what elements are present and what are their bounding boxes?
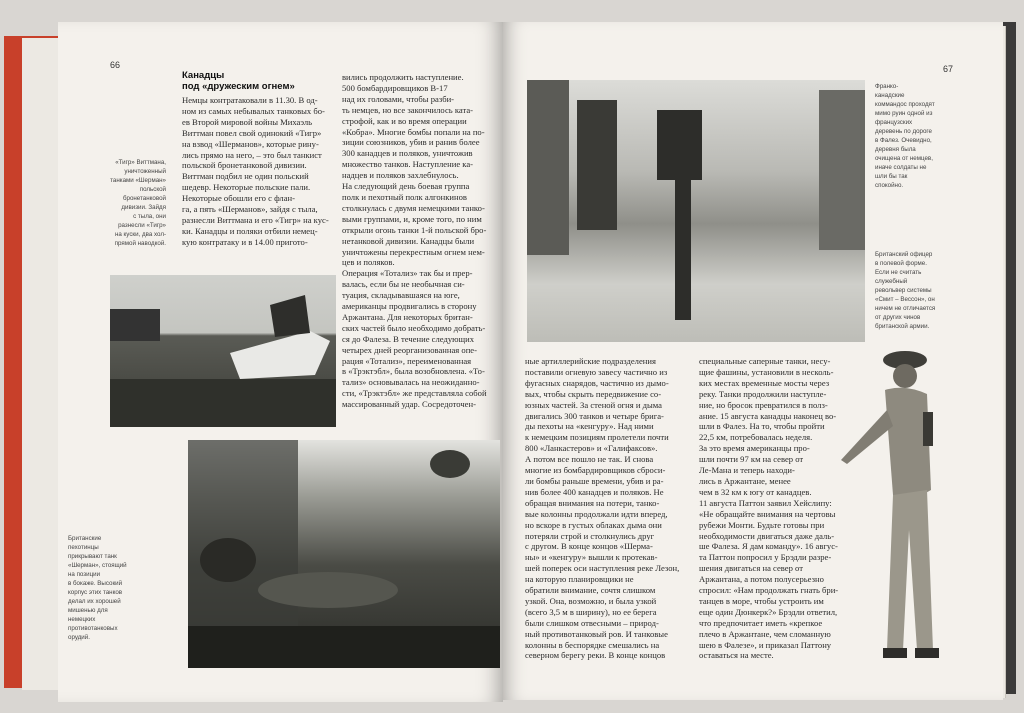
tiger-wreck-drawing xyxy=(110,275,336,427)
photo-destroyed-tiger xyxy=(110,275,336,427)
right-page xyxy=(503,22,1003,700)
caption-tiger: «Тигр» Виттмана, уничтоженный танками «Шерман» польской бронетанковой дивизии. Зайдя с тыла, они разнесли «Тигр» на куски, два хол- прямой наводкой. xyxy=(110,159,166,247)
photo-infantry xyxy=(188,440,500,668)
page-number: 66 xyxy=(110,60,121,70)
body-column-2: вились продолжить наступление. 500 бомбардировщиков B-17 над их головами, чтобы разби- ть немцев, но все закончилось ката- строфой, как и во время операции «Кобра». Многие бомбы попали на по- зиции союзников, убив и ранив более 300 канадцев и поляков, уничтожив множество танков. Наступление ка- надцев и поляков захлебнулось. На следующий день боевая группа полк и пехотный полк алгонкинов столкнулась с двумя немецкими танко- выми группами, и, кроме того, по ним открыли огонь танки 1-й польской бро- нетанковой дивизии. Канадцы были уничтожены перекрестным огнем нем- цев и поляков. Операция «Тотализ» так бы и прер- валась, если бы не необычная си- туация, складывавшаяся на юге, американцы продвигались в сторону Аржантана. Для некоторых британ- ских частей было необходимо добрать- ся до Фалеза. В течение следующих четырех дней реорганизованная опе- рация «Тотализ», переименованная в «Трэктэбл», была возобновлена. «То- тализ» основывалась на неожиданно- сти, «Трэктэбл» же представляла собой массированный удар. Сосредоточен- xyxy=(342,72,487,410)
photo-british-officer xyxy=(823,350,963,680)
caption-officer: Британский офицер в полевой форме. Если не считать служебный револьвер системы «Смит – Вессон», он ничем не отличается от других чинов британской армии. xyxy=(875,251,936,330)
photo-commandos xyxy=(527,80,865,342)
officer-drawing xyxy=(823,350,963,680)
page-number: 67 xyxy=(943,64,954,74)
body-column-1: ные артиллерийские подразделения поставили огневую завесу частично из фугасных снарядов, частично из дымо- вых, чтобы скрыть передвижение со- юзных частей. За стеной огня и дыма двигались 300 танков и четыре брига- ды пехоты на «кенгуру». Над ними к немецким позициям пролетели почти 800 «Ланкастеров» и «Галифаксов». А потом все пошло не так. И снова многие из бомбардировщиков сброси- ли бомбы раньше времени, убив и ра- нив более 400 канадцев и поляков. Не обращая внимания на потери, танко- вые колонны продолжали идти вперед, но вскоре в густых облаках дыма они потеряли строй и столкнулись друг с другом. В конце концов «Шерма- ны» и «кенгуру» вышли к протекав- шей поперек оси наступления реке Лезон, на которую планировщики не обратили внимание, сочтя слишком узкой. Она, возможно, и была узкой (всего 3,5 м в ширину), но ее берега были слишком отвесными – природ- ный противотанковый ров. И танковые колонны в беспорядке смешались на северном берегу реки. В конце концов xyxy=(525,356,680,661)
section-heading: Канадцы под «дружеским огнем» xyxy=(182,70,295,92)
left-page xyxy=(58,22,503,702)
caption-commandos: Франко- канадские коммандос проходят мимо руин одной из французских деревень по дороге в Фалез. Очевидно, деревня была очищена от немцев, иначе солдаты не шли бы так спокойно. xyxy=(875,83,935,189)
body-column-1: Немцы контратаковали в 11.30. В од- ном из самых небывалых танковых бо- ев Второй мировой войны Михаэль Виттман повел свой одинокий «Тигр» на взвод «Шерманов», которые рину- лись прямо на него, – это был танкист польской бронетанковой дивизии. Виттман подбил не один польский шедевр. Некоторые польские пали. Некоторые обошли его с флан- га, а пять «Шерманов», зайдя с тыла, разнесли Виттмана и его «Тигр» на кус- ки. Канадцы и поляки отбили немец- кую контратаку и в 14.00 пригото- xyxy=(182,95,329,247)
caption-infantry: Британские пехотинцы прикрывают танк «Шерман», стоящий на позиции в бокаже. Высокий корпус этих танков делал их хорошей мишенью для немецких противотанковых орудий. xyxy=(68,535,127,641)
infantry-drawing xyxy=(188,440,500,668)
body-column-2: специальные саперные танки, несу- щие фашины, установили в несколь- ких местах временные мосты через реку. Танки продолжили наступле- ние, но бросок превратился в полз- ание. 15 августа канадцы наконец во- шли в Фалез. На то, чтобы пройти 22,5 км, потребовалась неделя. За это время американцы про- шли почти 97 км на север от Ле-Мана и теперь находи- лись в Аржантане, менее чем в 32 км к югу от канадцев. 11 августа Паттон заявил Хейслипу: «Не обращайте внимания на чертовы рубежи Монти. Будьте готовы при необходимости двигаться даже даль- ше Фалеза. Я дам команду». 16 авгус- та Паттон попросил у Брэдли разре- шения двигаться на север от Аржантана, а потом полусерьезно спросил: «Нам продолжать гнать бри- танцев в море, чтобы устроить им еще один Дюнкерк?» Брэдли ответил, что предпочитает иметь «крепкое плечо в Аржантане, чем сломанную шею в Фалезе», и приказал Паттону оставаться на месте. xyxy=(699,356,839,661)
page-stack xyxy=(22,38,61,690)
commandos-drawing xyxy=(527,80,865,342)
